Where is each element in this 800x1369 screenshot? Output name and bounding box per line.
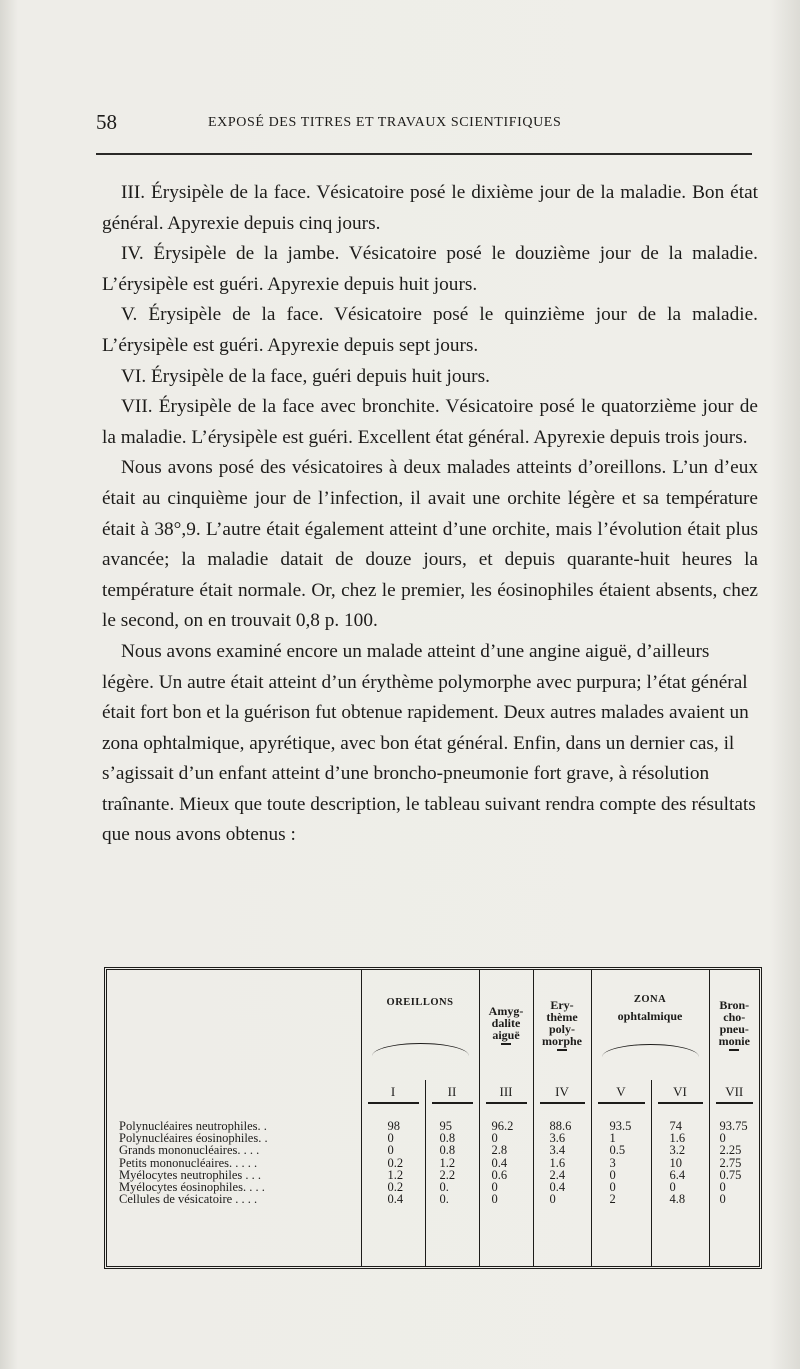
cell: 2.75 [719, 1155, 742, 1170]
brace-oreillons [372, 1043, 469, 1056]
cell: 3.4 [549, 1143, 566, 1158]
header-erytheme [533, 970, 591, 1080]
cell: 1.2 [439, 1155, 456, 1170]
case-number-label: IV [555, 1084, 569, 1099]
case-number-label: VI [673, 1084, 687, 1099]
header-oreillons-label: OREILLONS [386, 996, 454, 1008]
cell: 2.4 [549, 1167, 566, 1182]
case-number [709, 1080, 759, 1110]
cell: 96.2 [491, 1119, 514, 1133]
cell: 0 [719, 1180, 726, 1195]
header-erytheme-line: Ery- [550, 998, 574, 1013]
cell: 0 [387, 1143, 394, 1158]
case-number [651, 1080, 709, 1110]
paragraph-case-iv: IV. Érysipèle de la jambe. Vésicatoire posé le douzième jour de la maladie. L’érysipèle est guéri. Apyrexie depuis huit jours. [102, 243, 758, 295]
header-broncho-line: pneu- [719, 1022, 749, 1037]
cell: 4.8 [669, 1192, 686, 1207]
cell: 3.2 [669, 1143, 686, 1158]
results-table [104, 967, 762, 1269]
column-case-vi [651, 1110, 709, 1266]
header-underline [716, 1102, 754, 1104]
row-label-myelocytes-neutro: Myélocytes neutrophiles . . . [119, 1167, 261, 1182]
row-label-neutrophiles: Polynucléaires neutrophiles. . [119, 1119, 267, 1133]
cell: 0 [719, 1131, 726, 1146]
cell: 0 [491, 1180, 498, 1195]
header-broncho-line: cho- [723, 1010, 746, 1025]
cell: 6.4 [669, 1167, 686, 1182]
case-number-label: VII [725, 1084, 744, 1099]
column-case-i [361, 1110, 425, 1266]
cell: 93.75 [719, 1119, 748, 1133]
header-broncho-line: Bron- [719, 998, 750, 1013]
header-amygdalite-line: Amyg- [488, 1004, 524, 1019]
header-underline [432, 1102, 473, 1104]
case-number [425, 1080, 479, 1110]
cell: 10 [669, 1155, 682, 1170]
header-amygdalite [479, 970, 533, 1080]
paragraph-case-vi: VI. Érysipèle de la face, guéri depuis huit jours. [121, 365, 490, 387]
cell: 0 [609, 1180, 616, 1195]
case-number-label: III [499, 1084, 513, 1099]
table-corner [107, 970, 361, 1080]
header-amygdalite-line: aiguë [492, 1028, 520, 1043]
paragraph-case-v: V. Érysipèle de la face. Vésicatoire posé le quinzième jour de la maladie. L’érysipèle est guéri. Apyrexie depuis sept jours. [102, 304, 758, 356]
cell: 0.5 [609, 1143, 626, 1158]
cell: 0.75 [719, 1167, 742, 1182]
cell: 0. [439, 1180, 449, 1195]
page-header [96, 110, 756, 138]
case-number [479, 1080, 533, 1110]
header-underline [658, 1102, 703, 1104]
body-text [102, 178, 758, 851]
case-number-label: I [390, 1084, 396, 1099]
row-labels [107, 1110, 361, 1266]
row-label-cellules-vesicatoire: Cellules de vésicatoire . . . . [119, 1192, 258, 1207]
column-case-iv [533, 1110, 591, 1266]
column-case-iii [479, 1110, 533, 1266]
header-rule [96, 153, 752, 155]
cell: 3 [609, 1155, 616, 1170]
case-number [361, 1080, 425, 1110]
header-dash [729, 1049, 739, 1051]
header-erytheme-line: morphe [542, 1034, 582, 1049]
cell: 74 [669, 1119, 682, 1133]
header-zona [591, 970, 709, 1080]
cell: 93.5 [609, 1119, 632, 1133]
row-label-petits-mono: Petits mononucléaires. . . . . [119, 1155, 258, 1170]
cell: 0.8 [439, 1131, 456, 1146]
header-dash [557, 1049, 567, 1051]
cell: 2.8 [491, 1143, 508, 1158]
paragraph-oreillons: Nous avons posé des vésicatoires à deux malades atteints d’oreillons. L’un d’eux était au cinquième jour de l’infection, il avait une orchite légère et sa température était à 38°,9. L’autre était également atteint d’une orchite, mais l’évolution était plus avancée; la maladie datait de douze jours, et depuis quarante-huit heures la température était normale. Or, chez le premier, les éosinophiles étaient absents, chez le second, on en trouvait 0,8 p. 100. [102, 457, 758, 632]
brace-zona [602, 1044, 699, 1057]
column-case-v [591, 1110, 651, 1266]
cell: 0 [719, 1192, 726, 1207]
header-broncho-line: monie [718, 1034, 750, 1049]
header-underline [368, 1102, 419, 1104]
header-zona-line: ZONA [633, 993, 667, 1005]
cell: 0 [669, 1180, 676, 1195]
cell: 2.2 [439, 1167, 456, 1182]
header-underline [540, 1102, 585, 1104]
cell: 0.2 [387, 1155, 404, 1170]
header-underline [486, 1102, 527, 1104]
header-dash [501, 1043, 511, 1045]
cell: 0 [491, 1131, 498, 1146]
cell: 0 [387, 1131, 394, 1146]
column-case-vii [709, 1110, 759, 1266]
cell: 1.6 [669, 1131, 686, 1146]
column-case-ii [425, 1110, 479, 1266]
header-zona-line: ophtalmique [617, 1008, 683, 1023]
case-number-label: II [447, 1084, 457, 1099]
row-label-eosinophiles: Polynucléaires éosinophiles. . [119, 1131, 268, 1146]
header-oreillons [361, 970, 479, 1080]
header-broncho [709, 970, 759, 1080]
cell: 1.2 [387, 1167, 404, 1182]
cell: 1.6 [549, 1155, 566, 1170]
cell: 0 [549, 1192, 556, 1207]
row-label-myelocytes-eosino: Myélocytes éosinophiles. . . . [119, 1180, 265, 1195]
cell: 0. [439, 1192, 449, 1207]
cell: 98 [387, 1119, 400, 1133]
cell: 0.2 [387, 1180, 404, 1195]
cell: 0 [609, 1167, 616, 1182]
cell: 0.4 [387, 1192, 404, 1207]
paragraph-case-vii: VII. Érysipèle de la face avec bronchite. Vésicatoire posé le quatorzième jour de la maladie. L’érysipèle est guéri. Excellent état général. Apyrexie depuis trois jours. [102, 396, 758, 448]
case-number [591, 1080, 651, 1110]
header-amygdalite-line: dalite [491, 1016, 521, 1031]
cell: 95 [439, 1119, 452, 1133]
case-number-label: V [616, 1084, 626, 1099]
cell: 0 [491, 1192, 498, 1207]
header-erytheme-line: thème [546, 1010, 578, 1025]
cell: 2 [609, 1192, 616, 1207]
cell: 1 [609, 1131, 616, 1146]
cell: 0.4 [491, 1155, 508, 1170]
paragraph-case-iii: III. Érysipèle de la face. Vésicatoire posé le dixième jour de la maladie. Bon état général. Apyrexie depuis cinq jours. [102, 182, 758, 234]
row-label-grands-mono: Grands mononucléaires. . . . [119, 1143, 260, 1158]
roman-corner [107, 1080, 361, 1110]
running-head: EXPOSÉ DES TITRES ET TRAVAUX SCIENTIFIQUES [208, 115, 562, 130]
page-number: 58 [96, 110, 117, 134]
cell: 2.25 [719, 1143, 742, 1158]
paragraph-other-cases: Nous avons examiné encore un malade atteint d’une angine aiguë, d’ailleurs légère. Un autre était atteint d’un érythème polymorphe avec purpura; l’état général était fort bon et la guérison fut obtenue rapidement. Deux autres malades avaient un zona ophtalmique, apyrétique, avec bon état général. Enfin, dans un dernier cas, il s’agissait d’un enfant atteint d’une broncho-pneumonie fort grave, à résolution traînante. Mieux que toute description, le tableau suivant rendra compte des résultats que nous avons obtenus : [102, 640, 756, 846]
cell: 0.6 [491, 1167, 508, 1182]
cell: 0.8 [439, 1143, 456, 1158]
header-underline [598, 1102, 645, 1104]
header-erytheme-line: poly- [548, 1022, 575, 1037]
case-number [533, 1080, 591, 1110]
cell: 88.6 [549, 1119, 572, 1133]
cell: 3.6 [549, 1131, 566, 1146]
cell: 0.4 [549, 1180, 566, 1195]
